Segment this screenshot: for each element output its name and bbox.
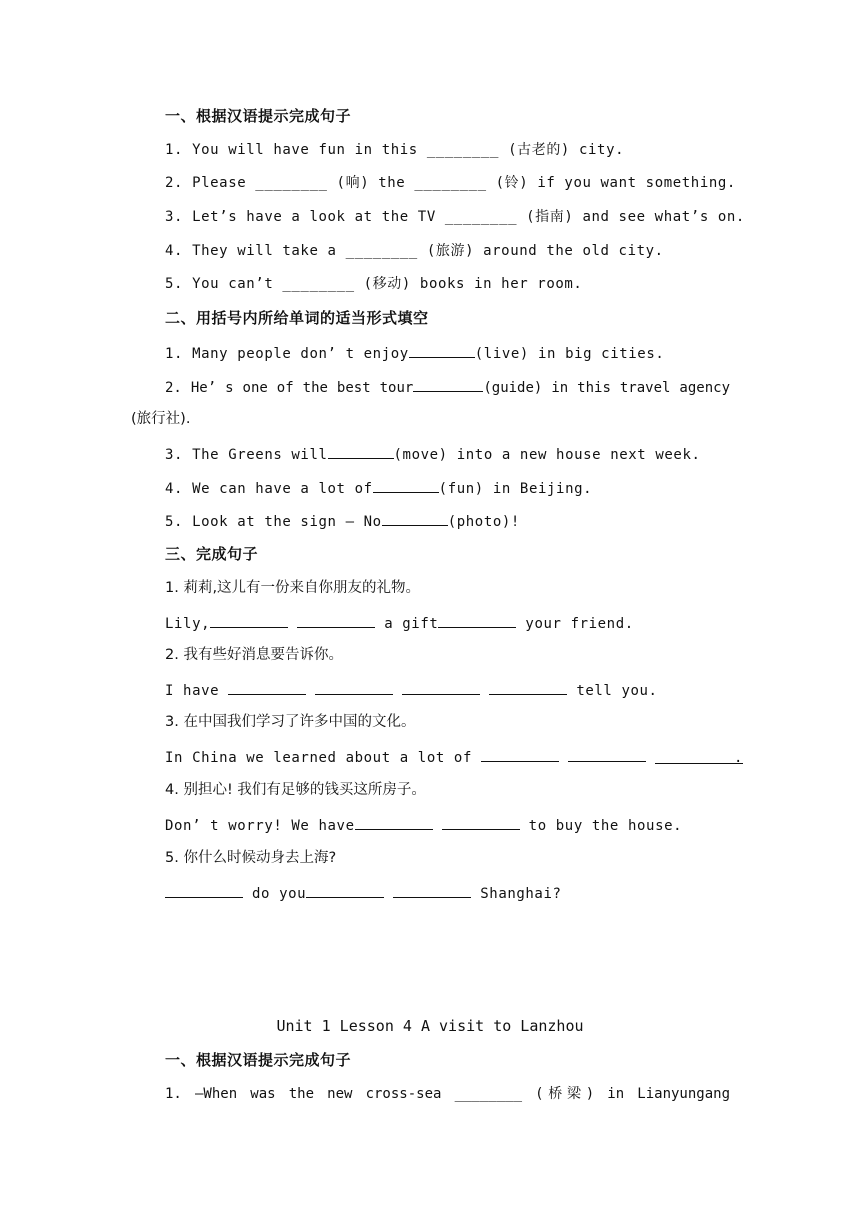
answer-blank[interactable] (315, 679, 393, 695)
answer-blank[interactable] (165, 882, 243, 898)
answer-blank[interactable] (409, 342, 475, 358)
answer-blank[interactable] (442, 814, 520, 830)
answer-blank[interactable] (328, 443, 394, 459)
lesson-section-1-heading: 一、根据汉语提示完成句子 (165, 1051, 352, 1069)
exercise-2-item-2-continuation: (旅行社). (131, 411, 191, 427)
exercise-2-item-3: 3. The Greens will (move) into a new house next week. (165, 443, 701, 463)
answer-blank[interactable] (355, 814, 433, 830)
exercise-1-item-1: 1. You will have fun in this ________ (古老的) city. (165, 142, 625, 158)
exercise-2-item-4: 4. We can have a lot of (fun) in Beijing. (165, 477, 592, 497)
exercise-3-item-4-english: Don’ t worry! We have to buy the house. (165, 814, 682, 834)
answer-blank[interactable] (568, 746, 646, 762)
section-1-heading: 一、根据汉语提示完成句子 (165, 107, 352, 125)
exercise-3-item-4-chinese: 4. 别担心! 我们有足够的钱买这所房子。 (165, 782, 426, 798)
answer-blank[interactable] (413, 376, 483, 392)
section-3-heading: 三、完成句子 (165, 545, 259, 563)
answer-blank[interactable] (438, 612, 516, 628)
lesson-exercise-1-item-1: 1. —When was the new cross-sea ________ (桥梁) in Lianyungang (165, 1086, 731, 1102)
exercise-1-item-3: 3. Let’s have a look at the TV ________ (指南) and see what’s on. (165, 209, 745, 225)
exercise-1-item-2: 2. Please ________ (响) the ________ (铃) if you want something. (165, 175, 736, 191)
answer-blank[interactable] (297, 612, 375, 628)
exercise-2-item-1: 1. Many people don’ t enjoy (live) in big cities. (165, 342, 664, 362)
exercise-3-item-1-chinese: 1. 莉莉,这儿有一份来自你朋友的礼物。 (165, 580, 421, 596)
answer-blank[interactable] (481, 746, 559, 762)
answer-blank[interactable] (393, 882, 471, 898)
answer-blank[interactable] (228, 679, 306, 695)
lesson-title: Unit 1 Lesson 4 A visit to Lanzhou (276, 1017, 584, 1035)
exercise-1-item-5: 5. You can’t ________ (移动) books in her room. (165, 276, 583, 292)
exercise-3-item-2-chinese: 2. 我有些好消息要告诉你。 (165, 647, 343, 663)
answer-blank[interactable] (489, 679, 567, 695)
answer-blank[interactable] (306, 882, 384, 898)
exercise-3-item-5-english: do you Shanghai? (165, 882, 562, 902)
answer-blank[interactable] (210, 612, 288, 628)
exercise-3-item-1-english: Lily, a gift your friend. (165, 612, 634, 632)
exercise-3-item-5-chinese: 5. 你什么时候动身去上海? (165, 850, 337, 866)
exercise-2-item-2: 2. He’ s one of the best tour (guide) in this travel agency (165, 376, 730, 396)
answer-blank[interactable]: . (655, 748, 743, 764)
exercise-3-item-3-english: In China we learned about a lot of . (165, 746, 743, 766)
exercise-2-item-5: 5. Look at the sign — No (photo)! (165, 510, 520, 530)
exercise-1-item-4: 4. They will take a ________ (旅游) around the old city. (165, 243, 664, 259)
section-2-heading: 二、用括号内所给单词的适当形式填空 (165, 309, 429, 327)
answer-blank[interactable] (382, 510, 448, 526)
answer-blank[interactable] (373, 477, 439, 493)
exercise-3-item-3-chinese: 3. 在中国我们学习了许多中国的文化。 (165, 714, 416, 730)
answer-blank[interactable] (402, 679, 480, 695)
exercise-3-item-2-english: I have tell you. (165, 679, 658, 699)
